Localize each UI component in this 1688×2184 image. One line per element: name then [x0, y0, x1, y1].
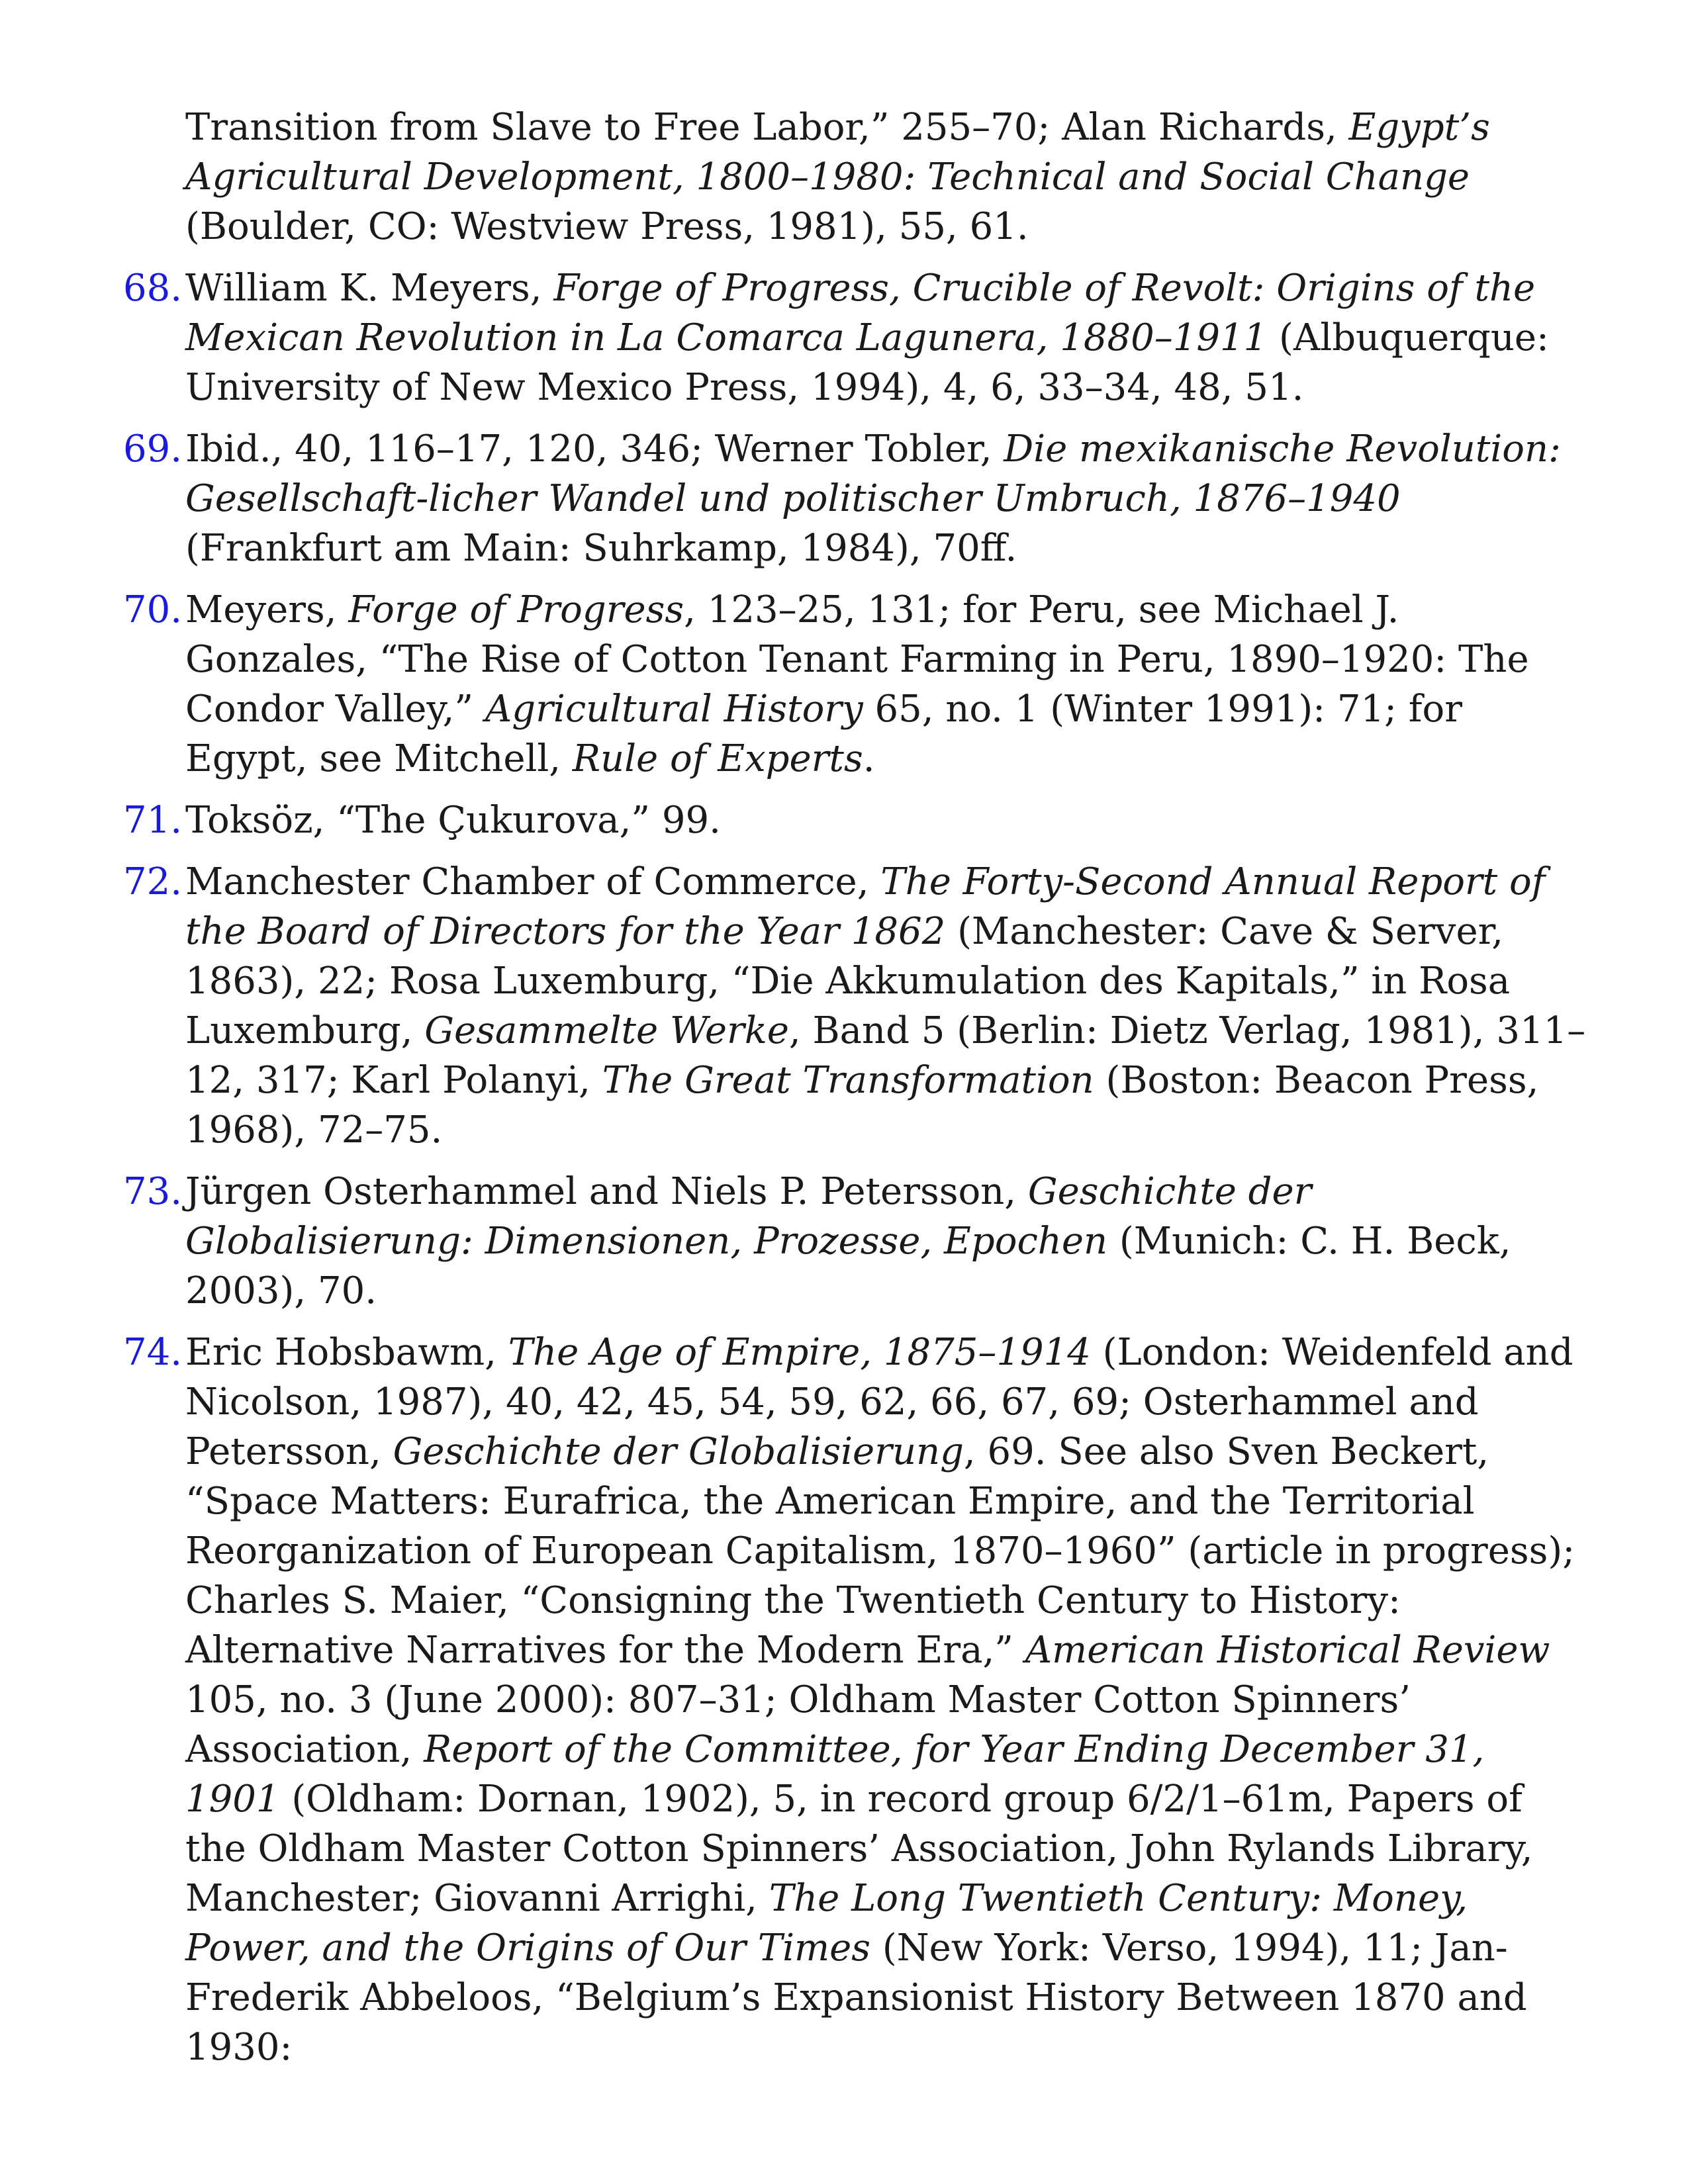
note-text	[185, 860, 1585, 1152]
note-segment: (Frankfurt am Main: Suhrkamp, 1984), 70ff.	[185, 527, 1017, 570]
note-segment-title: Gesammelte Werke	[424, 1009, 789, 1052]
note-text	[185, 267, 1549, 409]
note-segment: Eric Hobsbawm,	[185, 1331, 508, 1374]
note-segment: (Boulder, CO: Westview Press, 1981), 55, 61.	[185, 205, 1029, 248]
endnote-69	[119, 424, 1589, 573]
endnote-73	[119, 1167, 1589, 1316]
note-segment-title: Forge of Progress	[348, 588, 684, 631]
note-text	[185, 799, 721, 842]
note-text	[185, 106, 1490, 248]
note-segment-title: Geschichte der Globalisierung	[393, 1430, 964, 1473]
note-segment: (London: Weidenfeld and Nicolson, 1987), 40, 42, 45, 54, 59, 62, 66, 67, 69; Osterhammel and Petersson,	[185, 1331, 1573, 1473]
endnote-70	[119, 585, 1589, 784]
note-segment: .	[863, 737, 875, 780]
note-segment: , 123–25, 131; for Peru, see Michael J. Gonzales, “The Rise of Cotton Tenant Farming in Peru, 1890–1920: The Condor Valley,”	[185, 588, 1529, 731]
note-segment: Meyers,	[185, 588, 349, 631]
note-number-link[interactable]: 74.	[123, 1331, 183, 1374]
endnote-71	[119, 796, 1589, 845]
note-number-link[interactable]: 71.	[123, 799, 183, 842]
note-segment: (New York: Verso, 1994), 11; Jan-Frederik Abbeloos, “Belgium’s Expansionist History Between 1870 and 1930:	[185, 1927, 1527, 2069]
note-number-link[interactable]: 73.	[123, 1170, 183, 1213]
note-text	[185, 588, 1529, 780]
note-segment-title: Die mexikanische Revolution: Gesellschaft-licher Wandel und politischer Umbruch, 1876–1940	[185, 428, 1561, 520]
note-segment: (Albuquerque: University of New Mexico Press, 1994), 4, 6, 33–34, 48, 51.	[185, 316, 1549, 409]
note-segment: Transition from Slave to Free Labor,” 255–70; Alan Richards,	[185, 106, 1349, 149]
note-segment: Jürgen Osterhammel and Niels P. Petersson,	[185, 1170, 1028, 1213]
note-number-link[interactable]: 72.	[123, 860, 183, 903]
note-segment: Toksöz, “The Çukurova,” 99.	[185, 799, 721, 842]
note-segment: (Manchester: Cave & Server, 1863), 22; Rosa Luxemburg, “Die Akkumulation des Kapitals,” in Rosa Luxemburg,	[185, 910, 1511, 1052]
note-segment: (Boston: Beacon Press, 1968), 72–75.	[185, 1059, 1539, 1152]
note-segment: 105, no. 3 (June 2000): 807–31; Oldham Master Cotton Spinners’ Association,	[185, 1678, 1411, 1771]
note-segment-title: The Long Twentieth Century: Money, Power, and the Origins of Our Times	[185, 1877, 1468, 1970]
note-number-link[interactable]: 70.	[123, 588, 183, 631]
note-segment-title: Forge of Progress, Crucible of Revolt: Origins of the Mexican Revolution in La Comarca Lagunera, 1880–1911	[185, 267, 1536, 359]
note-segment-title: Report of the Committee, for Year Ending December 31, 1901	[185, 1728, 1485, 1821]
note-text	[185, 1331, 1575, 2069]
endnote-74	[119, 1328, 1589, 2072]
note-segment: , Band 5 (Berlin: Dietz Verlag, 1981), 311–12, 317; Karl Polanyi,	[185, 1009, 1586, 1102]
note-segment-title: American Historical Review	[1025, 1629, 1550, 1672]
note-segment: , 69. See also Sven Beckert, “Space Matters: Eurafrica, the American Empire, and the Territorial Reorganization of European Capitalism, 1870–1960” (article in progress); Charles S. Maier, “Consigning the Twentieth Century to History: Alternative Narratives for the Modern Era,”	[185, 1430, 1575, 1672]
endnotes-page	[119, 103, 1589, 2084]
note-segment: Ibid., 40, 116–17, 120, 346; Werner Tobler,	[185, 428, 1004, 471]
endnote-67-continuation	[119, 103, 1589, 251]
note-segment: Manchester Chamber of Commerce,	[185, 860, 881, 903]
endnote-68	[119, 263, 1589, 412]
note-segment-title: Agricultural History	[485, 688, 863, 731]
note-number-link[interactable]: 69.	[123, 428, 183, 471]
note-segment-title: Egypt’s Agricultural Development, 1800–1980: Technical and Social Change	[185, 106, 1490, 199]
endnote-72	[119, 857, 1589, 1155]
note-segment: (Munich: C. H. Beck, 2003), 70.	[185, 1220, 1511, 1312]
note-number-link[interactable]: 68.	[123, 267, 183, 310]
note-text	[185, 1170, 1511, 1312]
note-segment-title: Rule of Experts	[572, 737, 863, 780]
note-segment-title: The Forty-Second Annual Report of the Board of Directors for the Year 1862	[185, 860, 1546, 953]
note-segment: William K. Meyers,	[185, 267, 554, 310]
note-segment: (Oldham: Dornan, 1902), 5, in record group 6/2/1–61m, Papers of the Oldham Master Cotton Spinners’ Association, John Rylands Library, Manchester; Giovanni Arrighi,	[185, 1778, 1533, 1920]
note-segment-title: The Age of Empire, 1875–1914	[508, 1331, 1091, 1374]
note-segment-title: The Great Transformation	[602, 1059, 1094, 1102]
note-text	[185, 428, 1561, 570]
note-segment-title: Geschichte der Globalisierung: Dimensionen, Prozesse, Epochen	[185, 1170, 1312, 1263]
note-segment: 65, no. 1 (Winter 1991): 71; for Egypt, see Mitchell,	[185, 688, 1462, 780]
